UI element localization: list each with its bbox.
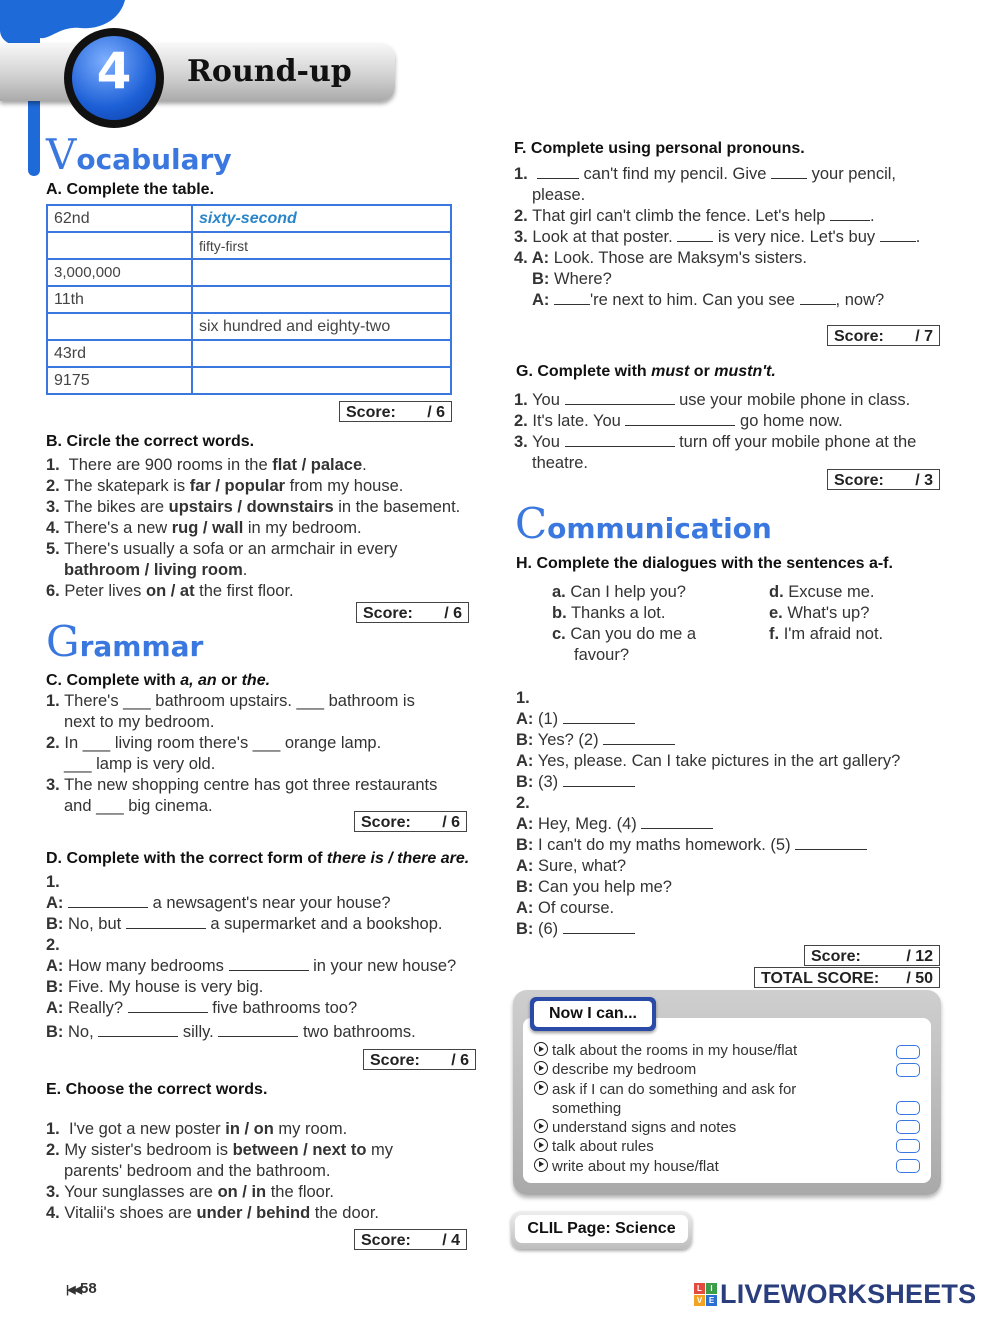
table-row	[47, 259, 451, 286]
option-item: c. Can you do me a	[552, 625, 697, 643]
grammar-heading: Grammar	[46, 617, 204, 666]
list-item[interactable]: 3. You turn off your mobile phone at the	[514, 433, 917, 451]
page-number: |◀◀58	[66, 1280, 97, 1297]
list-item[interactable]: 2. The skatepark is far / popular from my house.	[46, 477, 404, 495]
checkbox[interactable]	[896, 1045, 920, 1059]
section-d-list	[46, 872, 496, 1043]
score-box-e[interactable]: Score: / 4	[354, 1229, 467, 1250]
section-d-heading: D. Complete with the correct form of there is / there are.	[46, 850, 470, 867]
list-item[interactable]: 4. Vitalii's shoes are under / behind the door.	[46, 1204, 380, 1222]
play-icon	[534, 1061, 548, 1075]
dialogue-line[interactable]: B: No, silly. two bathrooms.	[46, 1023, 416, 1041]
communication-heading: Communication	[515, 499, 772, 548]
vocabulary-heading: Vocabulary	[46, 130, 232, 179]
play-icon	[534, 1042, 548, 1056]
section-e-heading: E. Choose the correct words.	[46, 1081, 268, 1098]
option-item: a. Can I help you?	[552, 583, 686, 601]
table-cell[interactable]	[192, 259, 451, 286]
list-item[interactable]: 3. Your sunglasses are on / in the floor.	[46, 1183, 335, 1201]
option-item-cont: favour?	[574, 646, 630, 664]
checkbox[interactable]	[896, 1101, 920, 1115]
list-item[interactable]: 1. There's ___ bathroom upstairs. ___ bathroom is	[46, 692, 415, 710]
list-item[interactable]: 1. You use your mobile phone in class.	[514, 391, 911, 409]
logo-tiles: L I V E	[694, 1283, 717, 1306]
dialogue-line[interactable]: A: a newsagent's near your house?	[46, 894, 391, 912]
option-item: e. What's up?	[769, 604, 870, 622]
dialogue-line: A: Of course.	[516, 899, 615, 917]
dialogue-line[interactable]: B: (6)	[516, 919, 956, 940]
option-item: d. Excuse me.	[769, 583, 875, 601]
list-item[interactable]: 2. It's late. You go home now.	[514, 412, 843, 430]
score-box-g[interactable]: Score: / 3	[827, 469, 940, 490]
now-i-can-list	[534, 1041, 904, 1176]
section-b-heading: B. Circle the correct words.	[46, 433, 255, 450]
clil-page-link[interactable]: CLIL Page: Science	[511, 1211, 692, 1249]
table-row	[47, 286, 451, 313]
play-icon	[534, 1138, 548, 1152]
table-cell: six hundred and eighty-two	[192, 313, 451, 340]
dialogue-line: A: Sure, what?	[516, 857, 627, 875]
table-cell: sixty-second	[192, 205, 451, 232]
checkbox[interactable]	[896, 1120, 920, 1134]
list-item[interactable]: 1. There are 900 rooms in the flat / palace.	[46, 456, 367, 474]
score-box-d[interactable]: Score: / 6	[363, 1049, 476, 1070]
dialogue-line[interactable]: A: How many bedrooms in your new house?	[46, 957, 457, 975]
list-item[interactable]: 2. In ___ living room there's ___ orange lamp.	[46, 734, 382, 752]
dialogue-number: 2.	[46, 936, 60, 954]
liveworksheets-logo: L I V E LIVEWORKSHEETS	[694, 1280, 976, 1308]
unit-number: 4	[96, 42, 132, 100]
table-row	[47, 340, 451, 367]
list-item[interactable]: 1. can't find my pencil. Give your pencil,	[514, 165, 897, 183]
checkbox[interactable]	[896, 1159, 920, 1173]
play-icon	[534, 1119, 548, 1133]
option-item: b. Thanks a lot.	[552, 604, 666, 622]
table-row	[47, 205, 451, 232]
list-item-cont: ___ lamp is very old.	[64, 755, 216, 773]
score-box-f[interactable]: Score: / 7	[827, 325, 940, 346]
table-cell[interactable]	[192, 340, 451, 367]
list-item-cont: something	[552, 1099, 622, 1117]
table-cell[interactable]	[192, 286, 451, 313]
list-item: 4. A: Look. Those are Maksym's sisters.	[514, 249, 807, 267]
rewind-icon: |◀◀	[66, 1284, 80, 1296]
dialogue-line: B: Five. My house is very big.	[46, 978, 264, 996]
list-item[interactable]: 2. That girl can't climb the fence. Let's help .	[514, 207, 875, 225]
dialogue-line[interactable]: B: No, but a supermarket and a bookshop.	[46, 915, 443, 933]
checkbox[interactable]	[896, 1063, 920, 1077]
dialogue-number: 2.	[516, 794, 530, 812]
section-g-list	[514, 390, 954, 474]
table-cell: fifty-first	[192, 232, 451, 259]
dialogue-line[interactable]: A: Hey, Meg. (4)	[516, 814, 956, 835]
dialogue-line[interactable]: A: (1)	[516, 709, 956, 730]
section-c-heading: C. Complete with a, an or the.	[46, 672, 271, 689]
table-row	[47, 232, 451, 259]
dialogue-number: 1.	[46, 873, 60, 891]
table-row	[47, 313, 451, 340]
section-e-list	[46, 1119, 486, 1224]
dialogue-line[interactable]: B: I can't do my maths homework. (5)	[516, 835, 956, 856]
score-box-h[interactable]: Score: / 12	[804, 945, 940, 966]
section-c-list	[46, 691, 486, 817]
section-f-list	[514, 164, 954, 311]
list-item: describe my bedroom	[534, 1060, 904, 1079]
score-box-a[interactable]: Score: / 6	[339, 401, 452, 422]
section-h-heading: H. Complete the dialogues with the sentences a-f.	[516, 555, 893, 572]
table-cell: 9175	[47, 367, 192, 394]
list-item-cont: B: Where?	[532, 270, 612, 288]
dialogue-line: B: Can you help me?	[516, 878, 672, 896]
options-col-1	[552, 582, 696, 666]
table-cell[interactable]	[47, 232, 192, 259]
unit-title: Round-up	[187, 54, 352, 89]
list-item[interactable]: 2. My sister's bedroom is between / next to my	[46, 1141, 394, 1159]
options-col-2	[769, 582, 883, 645]
list-item-cont: please.	[532, 186, 586, 204]
list-item: talk about rules	[534, 1137, 904, 1156]
list-item[interactable]: 1. I've got a new poster in / on my room.	[46, 1120, 348, 1138]
dialogue-line[interactable]: B: (3)	[516, 772, 956, 793]
table-cell: 3,000,000	[47, 259, 192, 286]
play-icon	[534, 1158, 548, 1172]
section-a-heading: A. Complete the table.	[46, 181, 215, 198]
score-box-c[interactable]: Score: / 6	[354, 811, 467, 832]
section-f-heading: F. Complete using personal pronouns.	[514, 140, 805, 157]
table-cell: 11th	[47, 286, 192, 313]
section-g-heading: G. Complete with must or mustn't.	[516, 363, 776, 380]
table-cell[interactable]	[47, 313, 192, 340]
dialogue-line[interactable]: A: Really? five bathrooms too?	[46, 999, 358, 1017]
dialogue-line[interactable]: B: Yes? (2)	[516, 730, 956, 751]
list-item-cont: parents' bedroom and the bathroom.	[64, 1162, 331, 1180]
dialogue-number: 1.	[516, 689, 530, 707]
list-item[interactable]: 6. Peter lives on / at the first floor.	[46, 582, 294, 600]
list-item-cont[interactable]: A: 're next to him. Can you see , now?	[532, 291, 885, 309]
list-item: understand signs and notes	[534, 1118, 904, 1137]
play-icon	[534, 1081, 548, 1095]
list-item-cont: and ___ big cinema.	[64, 797, 213, 815]
list-item-cont: next to my bedroom.	[64, 713, 215, 731]
number-table	[46, 204, 452, 395]
list-item[interactable]: 3. The new shopping centre has got three restaurants	[46, 776, 438, 794]
table-cell: 43rd	[47, 340, 192, 367]
option-item: f. I'm afraid not.	[769, 625, 884, 643]
unit-badge	[64, 28, 164, 128]
checkbox[interactable]	[896, 1139, 920, 1153]
list-item-cont: theatre.	[532, 454, 588, 472]
table-cell[interactable]	[192, 367, 451, 394]
score-box-b[interactable]: Score: / 6	[356, 602, 469, 623]
list-item[interactable]: 3. The bikes are upstairs / downstairs in the basement.	[46, 498, 461, 516]
table-row	[47, 367, 451, 394]
total-score-box[interactable]: TOTAL SCORE: / 50	[754, 967, 940, 988]
now-i-can-title: Now I can...	[530, 997, 656, 1031]
list-item[interactable]: 3. Look at that poster. is very nice. Let's buy .	[514, 228, 921, 246]
section-h-dialogues	[516, 688, 956, 940]
dialogue-line: A: Yes, please. Can I take pictures in the art gallery?	[516, 752, 901, 770]
section-b-list	[46, 455, 486, 602]
list-item: ask if I can do something and ask for	[534, 1080, 904, 1099]
list-item[interactable]: 5. There's usually a sofa or an armchair in every bathroom / living room.	[46, 540, 398, 579]
list-item[interactable]: 4. There's a new rug / wall in my bedroom.	[46, 519, 362, 537]
list-item: talk about the rooms in my house/flat	[534, 1041, 904, 1060]
list-item: write about my house/flat	[534, 1157, 904, 1176]
table-cell: 62nd	[47, 205, 192, 232]
